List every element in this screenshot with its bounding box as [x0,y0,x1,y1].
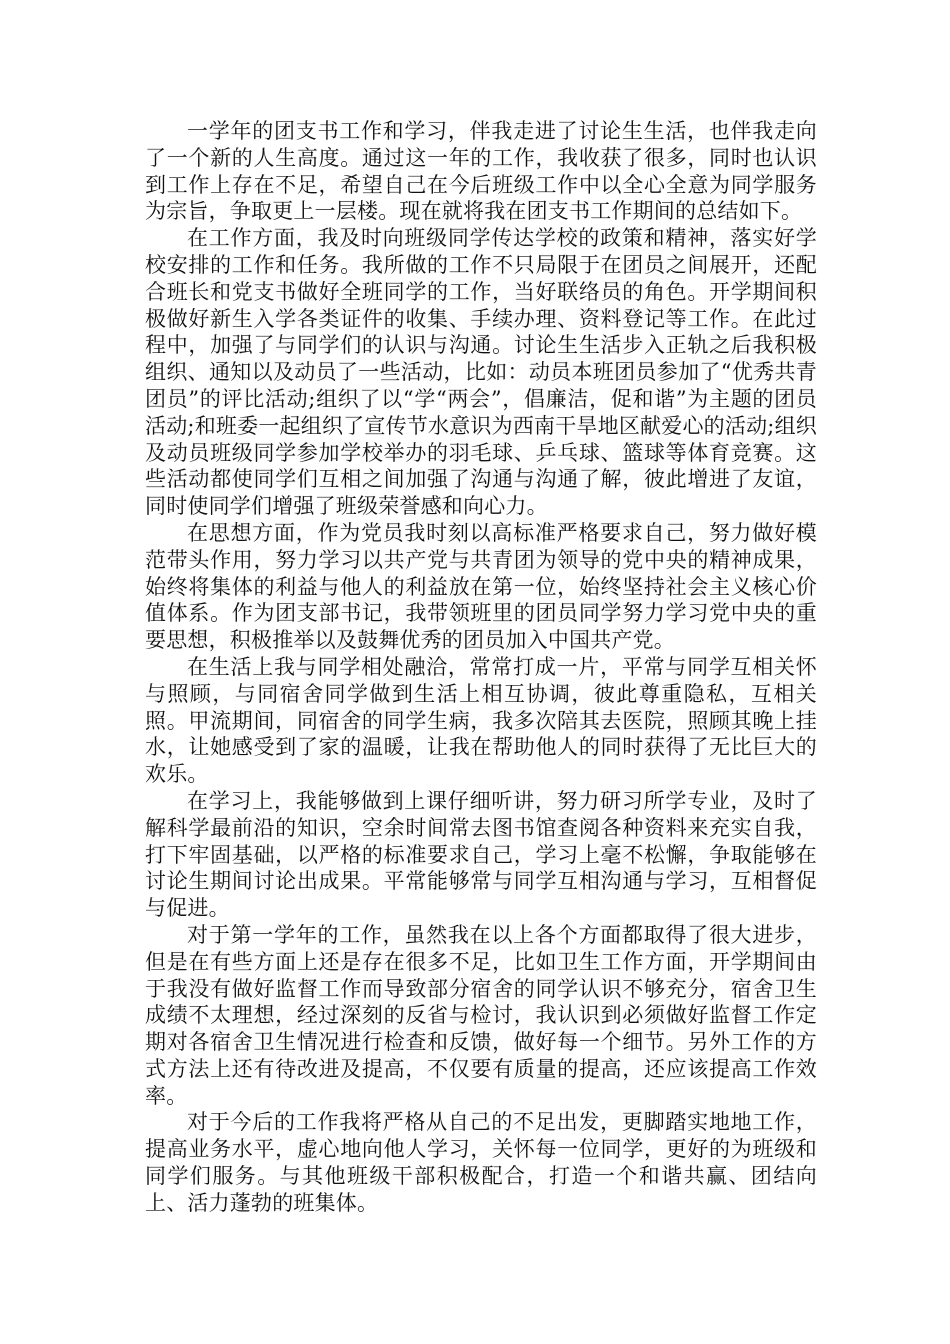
paragraph-work: 在工作方面，我及时向班级同学传达学校的政策和精神，落实好学校安排的工作和任务。我所做的工作不只局限于在团员之间展开，还配合班长和党支书做好全班同学的工作，当好联络员的角色。开学期间积极做好新生入学各类证件的收集、手续办理、资料登记等工作。在此过程中，加强了与同学们的认识与沟通。讨论生生活步入正轨之后我积极组织、通知以及动员了一些活动，比如：动员本班团员参加了“优秀共青团员”的评比活动;组织了以“学“两会”，倡廉洁，促和谐”为主题的团员活动;和班委一起组织了宣传节水意识为西南干旱地区献爱心的活动;组织及动员班级同学参加学校举办的羽毛球、乒乓球、篮球等体育竞赛。这些活动都使同学们互相之间加强了沟通与沟通了解，彼此增进了友谊，同时使同学们增强了班级荣誉感和向心力。 [145,226,817,519]
paragraph-life: 在生活上我与同学相处融洽，常常打成一片，平常与同学互相关怀与照顾，与同宿舍同学做到生活上相互协调，彼此尊重隐私，互相关照。甲流期间，同宿舍的同学生病，我多次陪其去医院，照顾其晚上挂水，让她感受到了家的温暖，让我在帮助他人的同时获得了无比巨大的欢乐。 [145,654,817,787]
paragraph-future: 对于今后的工作我将严格从自己的不足出发，更脚踏实地地工作，提高业务水平，虚心地向他人学习，关怀每一位同学，更好的为班级和同学们服务。与其他班级干部积极配合，打造一个和谐共赢、团结向上、活力蓬勃的班集体。 [145,1110,817,1215]
paragraph-thought: 在思想方面，作为党员我时刻以高标准严格要求自己，努力做好模范带头作用，努力学习以共产党与共青团为领导的党中央的精神成果，始终将集体的利益与他人的利益放在第一位，始终坚持社会主义核心价值体系。作为团支部书记，我带领班里的团员同学努力学习党中央的重要思想，积极推举以及鼓舞优秀的团员加入中国共产党。 [145,520,817,653]
paragraph-shortcomings: 对于第一学年的工作，虽然我在以上各个方面都取得了很大进步，但是在有些方面上还是存在很多不足，比如卫生工作方面，开学期间由于我没有做好监督工作而导致部分宿舍的同学认识不够充分，宿舍卫生成绩不太理想，经过深刻的反省与检讨，我认识到必须做好监督工作定期对各宿舍卫生情况进行检查和反馈，做好每一个细节。另外工作的方式方法上还有待改进及提高，不仅要有质量的提高，还应该提高工作效率。 [145,922,817,1108]
paragraph-study: 在学习上，我能够做到上课仔细听讲，努力研习所学专业，及时了解科学最前沿的知识，空余时间常去图书馆查阅各种资料来充实自我，打下牢固基础，以严格的标准要求自己，学习上毫不松懈，争取能够在讨论生期间讨论出成果。平常能够常与同学互相沟通与学习，互相督促与促进。 [145,788,817,921]
document-body [145,118,817,1217]
paragraph-intro: 一学年的团支书工作和学习，伴我走进了讨论生生活，也伴我走向了一个新的人生高度。通过这一年的工作，我收获了很多，同时也认识到工作上存在不足，希望自己在今后班级工作中以全心全意为同学服务为宗旨，争取更上一层楼。现在就将我在团支书工作期间的总结如下。 [145,119,817,224]
